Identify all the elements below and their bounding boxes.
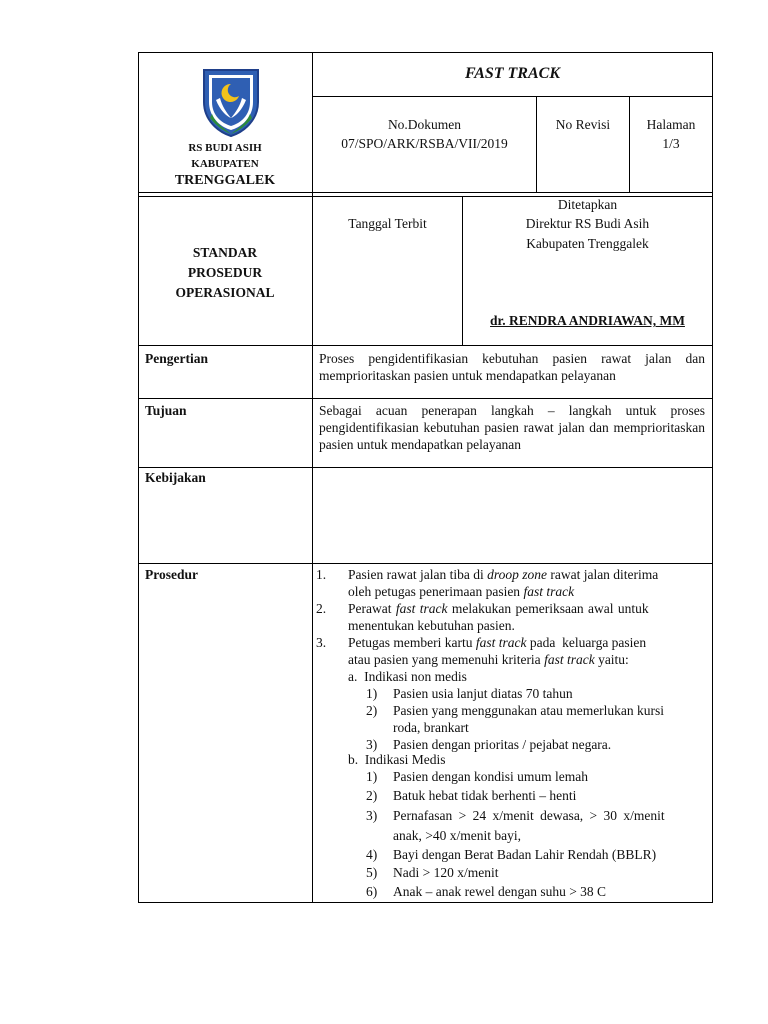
sop-title-line3: OPERASIONAL — [175, 285, 275, 300]
item-number: 2) — [366, 703, 378, 718]
step-text-emphasis: droop zone — [487, 567, 547, 582]
item-number: 2) — [366, 788, 378, 803]
sop-bottom-border — [138, 345, 713, 346]
pengertian-bottom-border — [138, 398, 713, 399]
item-text: Pasien dengan kondisi umum lemah — [393, 769, 588, 784]
item-text: Anak – anak rewel dengan suhu > 38 C — [393, 884, 607, 899]
hospital-name-line2: KABUPATEN — [191, 158, 259, 170]
signer-name: dr. RENDRA ANDRIAWAN, MM — [490, 313, 685, 328]
page-label: Halaman — [646, 117, 696, 132]
sop-title-line1: STANDAR — [192, 245, 258, 260]
step-text — [348, 651, 629, 668]
border-left — [138, 52, 139, 903]
tujuan-bottom-border — [138, 467, 713, 468]
step-text — [348, 583, 574, 600]
border-right — [712, 52, 713, 903]
item-text: anak, >40 x/menit bayi, — [393, 828, 521, 843]
step-text-part: yaitu: — [594, 652, 629, 667]
sublist-heading-text: a. Indikasi non medis — [348, 669, 467, 684]
item-text: Pasien usia lanjut diatas 70 tahun — [393, 686, 573, 701]
item-number: 6) — [366, 884, 378, 899]
document-title: FAST TRACK — [464, 65, 560, 82]
step-text — [348, 600, 649, 617]
step-text-part: Petugas memberi kartu — [348, 635, 476, 650]
step-number: 1. — [316, 567, 327, 582]
set-by-label: Ditetapkan — [557, 197, 618, 212]
step-text: menentukan kebutuhan pasien. — [348, 618, 515, 633]
director-line2: Kabupaten Trenggalek — [526, 236, 649, 251]
step-number: 3. — [316, 635, 327, 650]
item-number: 5) — [366, 865, 378, 880]
item-number: 4) — [366, 847, 378, 862]
item-text: Pasien yang menggunakan atau memerlukan kursi — [393, 703, 665, 718]
doc-revision-divider — [536, 96, 537, 193]
revision-label: No Revisi — [555, 117, 611, 132]
tujuan-label: Tujuan — [145, 403, 187, 418]
step-text-emphasis: fast track — [523, 584, 575, 599]
label-column-divider — [312, 52, 313, 903]
step-text-part: atau pasien yang memenuhi kriteria — [348, 652, 545, 667]
item-number: 3) — [366, 808, 378, 823]
step-text-part: rawat jalan diterima — [546, 567, 659, 582]
step-text — [348, 566, 706, 583]
step-text-emphasis: fast track — [544, 652, 595, 667]
step-text — [348, 634, 646, 651]
doc-number-label: No.Dokumen — [387, 117, 462, 132]
tujuan-text: Sebagai acuan penerapan langkah – langkah untuk proses pengidentifikasian kebutuhan pasien rawat jalan dan memprioritaskan pasien untuk mendapatkan pelayanan — [319, 403, 705, 452]
step-text-emphasis: fast track — [475, 635, 527, 650]
doc-number-value: 07/SPO/ARK/RSBA/VII/2019 — [341, 136, 508, 151]
kebijakan-bottom-border — [138, 563, 713, 564]
hospital-name-line3: TRENGGALEK — [174, 173, 276, 188]
item-number: 1) — [366, 769, 378, 784]
item-number: 1) — [366, 686, 378, 701]
step-text-part: Perawat — [348, 601, 396, 616]
step-text-emphasis: fast track — [395, 601, 448, 616]
border-top — [138, 52, 713, 53]
prosedur-label: Prosedur — [145, 567, 198, 582]
prosedur-list — [316, 566, 708, 900]
step-text-part: Pasien rawat jalan tiba di — [348, 567, 488, 582]
item-text: Pasien dengan prioritas / pejabat negara. — [393, 737, 612, 752]
hospital-name-line1: RS BUDI ASIH — [188, 142, 262, 154]
item-text: roda, brankart — [393, 720, 469, 735]
header-bottom-border — [138, 192, 713, 193]
item-text: Bayi dengan Berat Badan Lahir Rendah (BBLR) — [393, 847, 657, 862]
pengertian-label: Pengertian — [145, 351, 208, 366]
step-text-part: pada keluarga pasien — [526, 635, 647, 650]
item-text: Nadi > 120 x/menit — [393, 865, 499, 880]
item-text: Pernafasan > 24 x/menit dewasa, > 30 x/menit — [393, 808, 665, 823]
pengertian-text: Proses pengidentifikasian kebutuhan pasien rawat jalan dan memprioritaskan pasien untuk mendapatkan pelayanan — [319, 351, 705, 383]
item-text: Batuk hebat tidak berhenti – henti — [393, 788, 577, 803]
kebijakan-label: Kebijakan — [145, 470, 206, 485]
step-text-part: oleh petugas penerimaan pasien — [348, 584, 524, 599]
title-bottom-border — [312, 96, 713, 97]
border-bottom — [138, 902, 713, 903]
hospital-logo-icon — [200, 66, 262, 138]
step-number: 2. — [316, 601, 327, 616]
page-value: 1/3 — [662, 136, 680, 151]
sublist-heading-text: b. Indikasi Medis — [348, 752, 446, 767]
item-number: 3) — [366, 737, 378, 752]
step-text-part: melakukan pemeriksaan awal untuk — [447, 601, 649, 616]
sop-title-line2: PROSEDUR — [187, 265, 263, 280]
director-line1: Direktur RS Budi Asih — [525, 216, 650, 231]
issue-date-label: Tanggal Terbit — [348, 216, 427, 231]
